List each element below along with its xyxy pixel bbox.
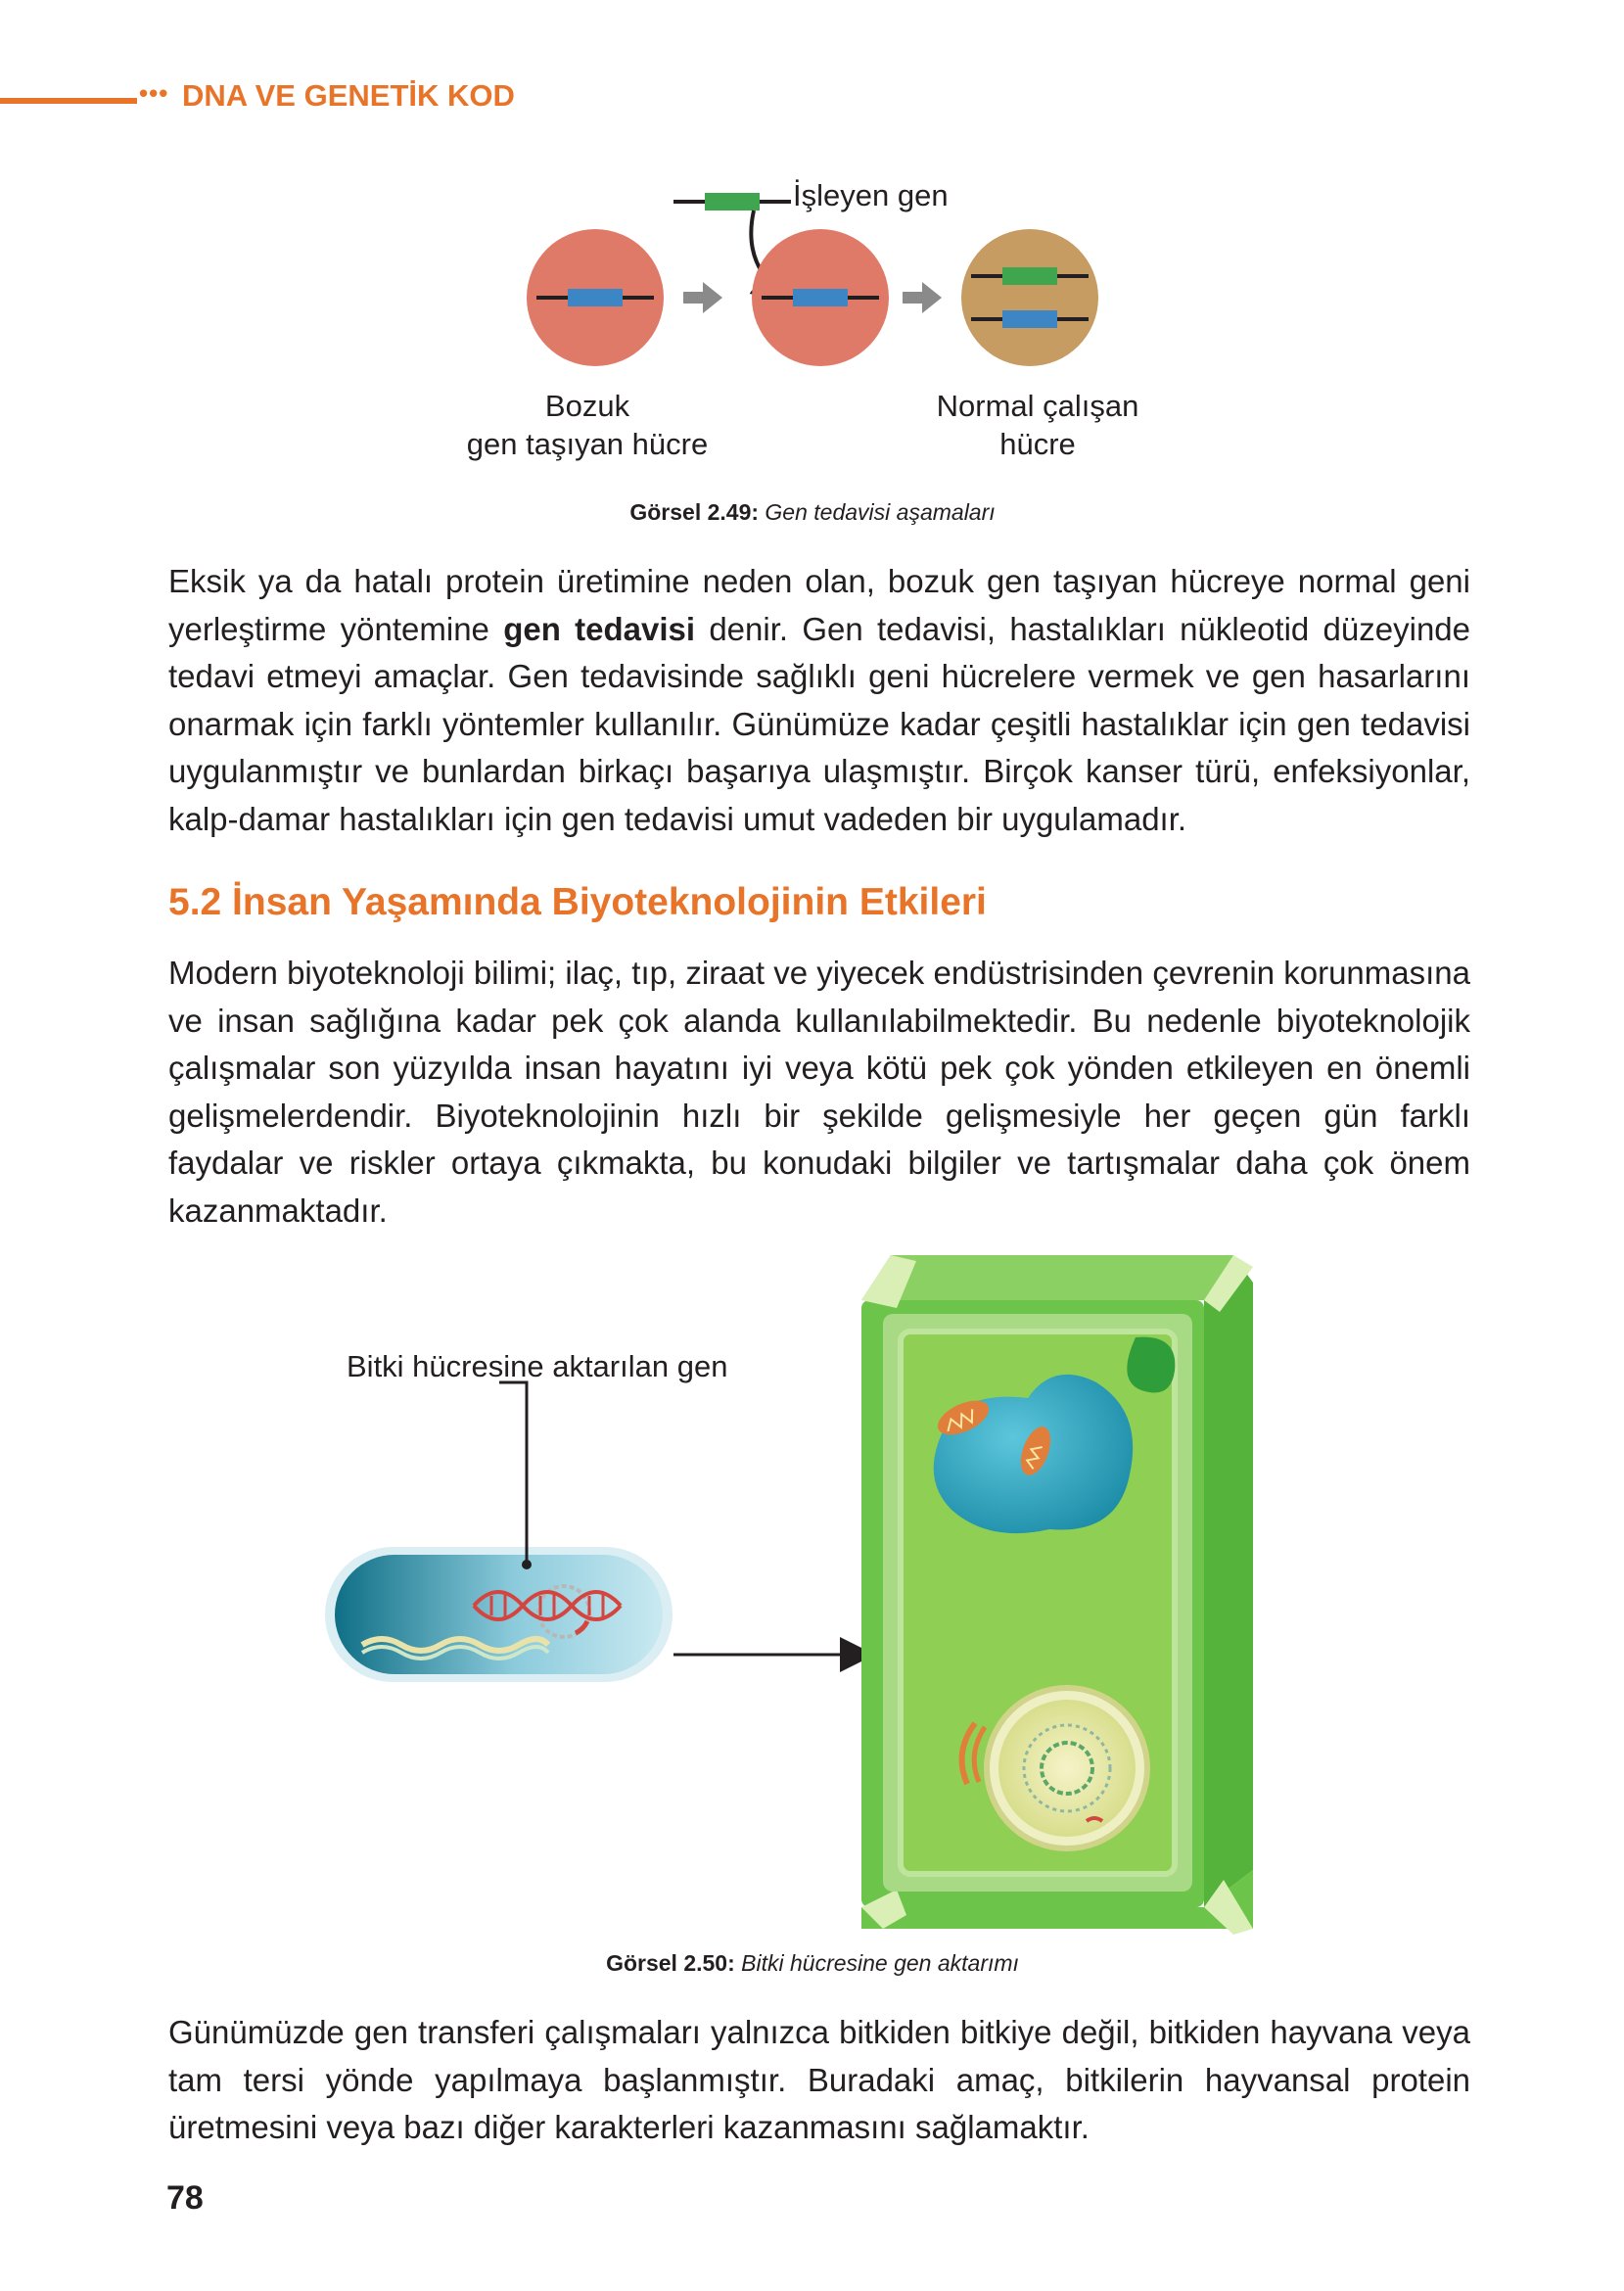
normal-cell	[961, 229, 1098, 366]
term-gene-therapy: gen tedavisi	[503, 610, 696, 647]
section-title: 5.2 İnsan Yaşamında Biyoteknolojinin Etkileri	[168, 881, 987, 923]
working-gene-label: İşleyen gen	[793, 178, 949, 212]
inserted-working-gene	[1002, 267, 1057, 285]
paragraph-gene-transfer: Günümüzde gen transferi çalışmaları yalnızca bitkiden bitkiye değil, bitkiden hayvana veya tam tersi yönde yapılmaya başlanmıştır. Buradaki amaç, bitkilerin hayvansal protein üretmesini veya bazı diğer karakterleri kazanmasını sağlamaktır.	[168, 2014, 1470, 2145]
page-number: 78	[166, 2179, 204, 2217]
faulty-cell-label: Bozuk gen taşıyan hücre	[466, 389, 709, 461]
chapter-title: DNA VE GENETİK KOD	[182, 78, 515, 113]
header-dots: •••	[139, 78, 169, 108]
chloroplast	[1127, 1337, 1175, 1393]
faulty-gene-block	[568, 289, 623, 306]
normal-cell-label: Normal çalışan hücre	[936, 389, 1139, 461]
header-rule	[0, 98, 137, 104]
paragraph-biotechnology: Modern biyoteknoloji bilimi; ilaç, tıp, ziraat ve yiyecek endüstrisinden çevrenin korunmasına ve insan sağlığına kadar pek çok alanda kullanılabilmektedir. Bu nedenle biyoteknolojik çalışmalar son yüzyılda insan hayatını iyi veya kötü pek çok yönden etkileyen en önemli gelişmelerdendir. Biyoteknolojinin hızlı bir şekilde gelişmesiyle her geçen gün farklı faydalar ve riskler ortaya çıkmakta, bu konudaki bilgiler ve tartışmalar daha çok önem kazanmaktadır.	[168, 955, 1470, 1229]
figure-caption-2-50: Görsel 2.50: Bitki hücresine gen aktarımı	[606, 1950, 1019, 1976]
paragraph-gene-therapy: Eksik ya da hatalı protein üretimine neden olan, bozuk gen taşıyan hücreye normal geni yerleştirme yöntemine gen tedavisi denir. Gen tedavisi, hastalıkları nükleotid düzeyinde tedavi etmeyi amaçlar. Gen tedavisinde sağlıklı geni hücrelere vermek ve gen hasarlarını onarmak için farklı yöntemler kullanılır. Günümüze kadar çeşitli hastalıklar için gen tedavisi uygulanmıştır ve bunlardan birkaçı başarıya ulaşmıştır. Birçok kanser türü, enfeksiyonlar, kalp-damar hastalıkları için gen tedavisi umut vadeden bir uygulamadır.	[168, 563, 1471, 837]
step-arrow-1	[683, 282, 722, 313]
step-arrow-2	[903, 282, 942, 313]
working-gene-block	[705, 193, 760, 210]
nucleus	[987, 1688, 1147, 1848]
transferred-gene-label: Bitki hücresine aktarılan gen	[347, 1349, 728, 1383]
gene-label-pointer	[499, 1382, 527, 1563]
plant-cell	[861, 1255, 1253, 1935]
figure-caption-2-49: Görsel 2.49: Gen tedavisi aşamaları	[629, 499, 996, 525]
